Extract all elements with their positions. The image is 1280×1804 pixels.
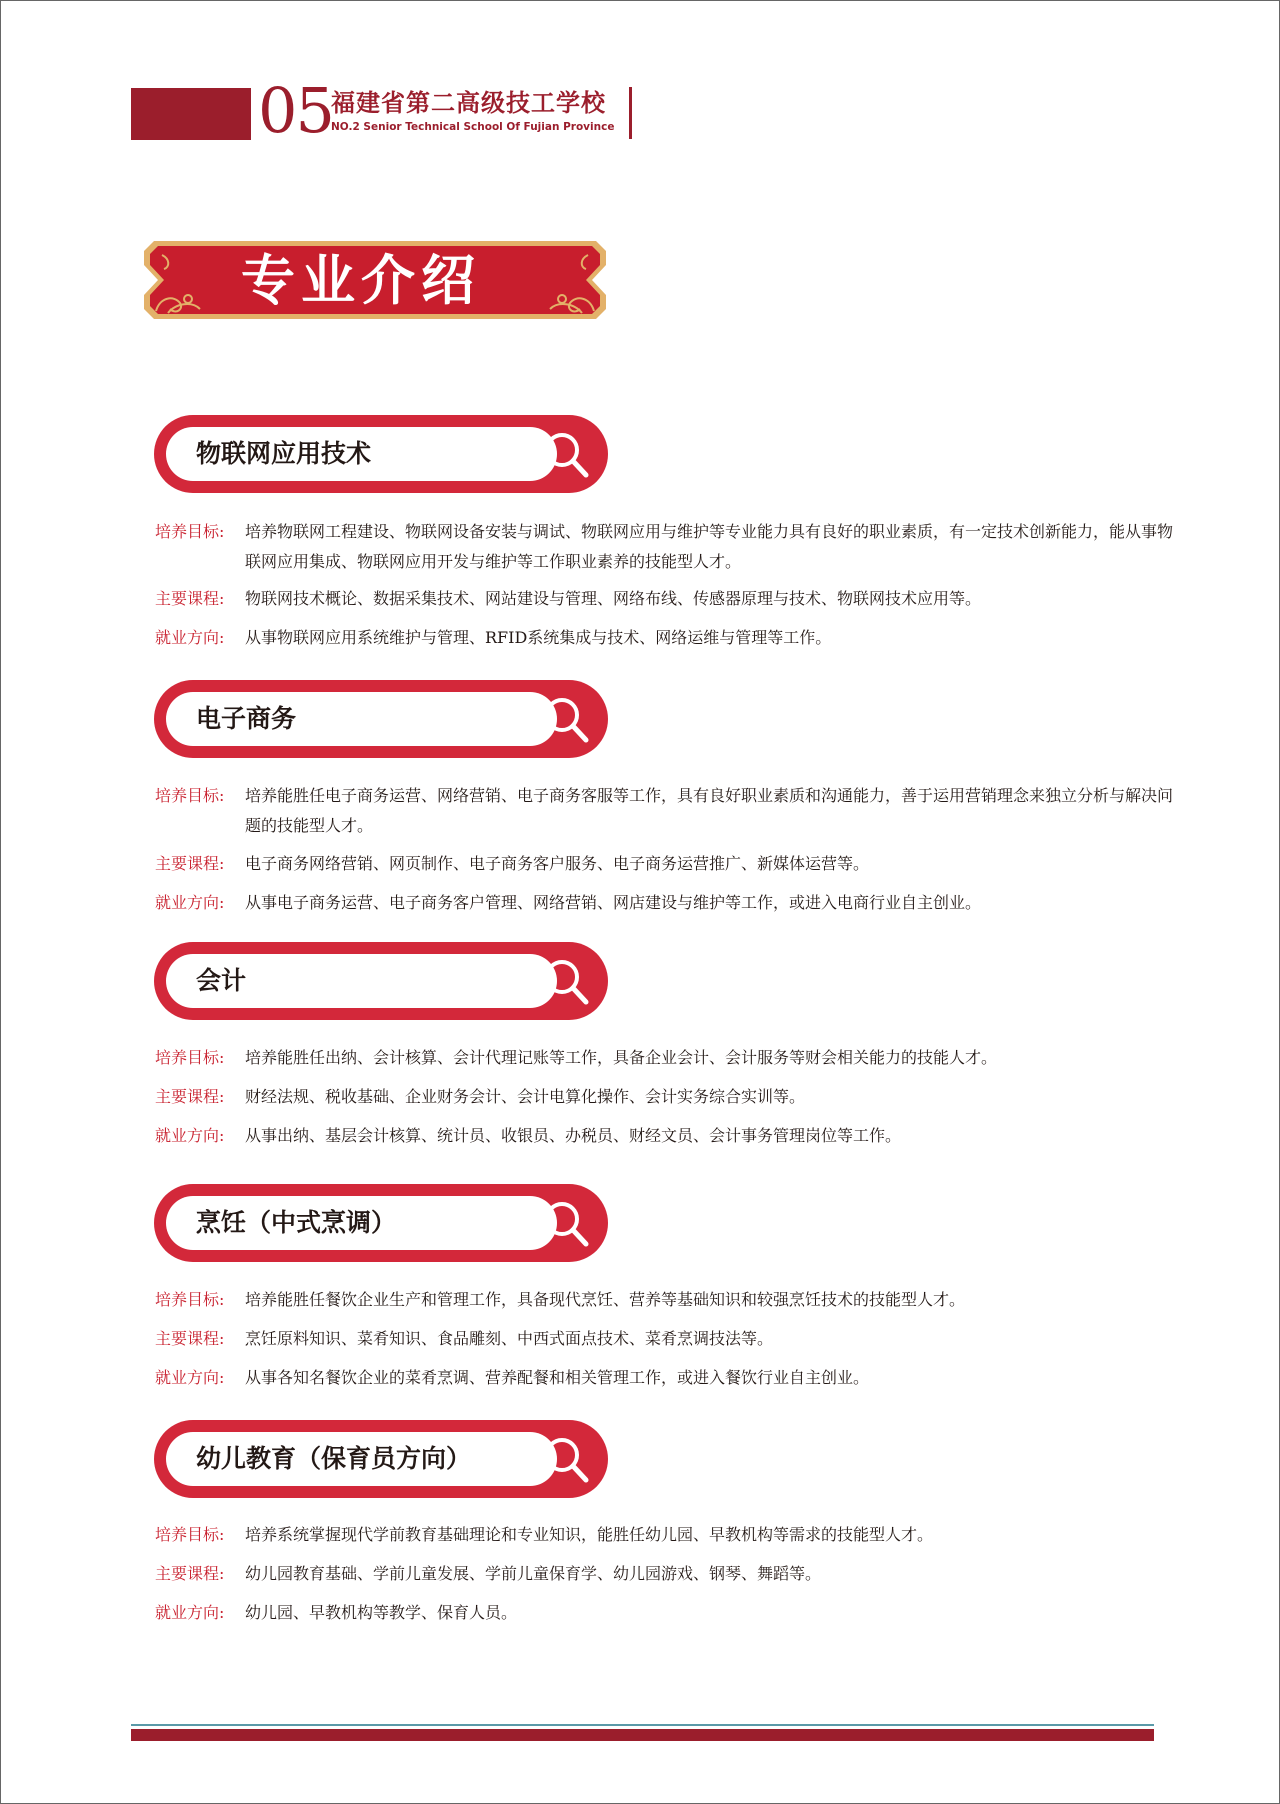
goal-row xyxy=(155,781,1175,841)
major-name: 物联网应用技术 xyxy=(196,439,372,468)
header-color-block xyxy=(131,88,251,140)
goal-label: 培养目标: xyxy=(155,1048,225,1067)
career-text: 从事电子商务运营、电子商务客户管理、网络营销、网店建设与维护等工作，或进入电商行业自主创业。 xyxy=(245,893,982,912)
courses-row xyxy=(155,1082,1175,1112)
goal-row xyxy=(155,1043,1175,1073)
career-label: 就业方向: xyxy=(155,893,225,912)
goal-text: 培养物联网工程建设、物联网设备安装与调试、物联网应用与维护等专业能力具有良好的职业素质，有一定技术创新能力，能从事物联网应用集成、物联网应用开发与维护等工作职业素养的技能型人才。 xyxy=(245,522,1174,571)
career-row xyxy=(155,1598,1175,1628)
career-text: 从事物联网应用系统维护与管理、RFID系统集成与技术、网络运维与管理等工作。 xyxy=(245,628,832,647)
courses-row xyxy=(155,584,1175,614)
career-row xyxy=(155,888,1175,918)
career-text: 从事各知名餐饮企业的菜肴烹调、营养配餐和相关管理工作，或进入餐饮行业自主创业。 xyxy=(245,1368,870,1387)
courses-label: 主要课程: xyxy=(155,589,225,608)
major-name: 烹饪（中式烹调） xyxy=(196,1208,397,1237)
courses-label: 主要课程: xyxy=(155,1564,225,1583)
goal-row xyxy=(155,1285,1175,1315)
courses-text: 幼儿园教育基础、学前儿童发展、学前儿童保育学、幼儿园游戏、钢琴、舞蹈等。 xyxy=(245,1564,822,1583)
goal-text: 培养能胜任电子商务运营、网络营销、电子商务客服等工作，具有良好职业素质和沟通能力，善于运用营销理念来独立分析与解决问题的技能型人才。 xyxy=(245,786,1174,835)
courses-label: 主要课程: xyxy=(155,1329,225,1348)
goal-label: 培养目标: xyxy=(155,522,225,541)
career-row xyxy=(155,623,1175,653)
goal-text: 培养能胜任出纳、会计核算、会计代理记账等工作，具备企业会计、会计服务等财会相关能力的技能人才。 xyxy=(245,1048,998,1067)
career-text: 从事出纳、基层会计核算、统计员、收银员、办税员、财经文员、会计事务管理岗位等工作。 xyxy=(245,1126,902,1145)
career-label: 就业方向: xyxy=(155,1368,225,1387)
header-divider xyxy=(629,87,632,139)
goal-row xyxy=(155,1520,1175,1550)
career-row xyxy=(155,1121,1175,1151)
courses-text: 财经法规、税收基础、企业财务会计、会计电算化操作、会计实务综合实训等。 xyxy=(245,1087,806,1106)
goal-label: 培养目标: xyxy=(155,1290,225,1309)
school-name-cn: 福建省第二高级技工学校 xyxy=(331,89,606,117)
courses-row xyxy=(155,1559,1175,1589)
courses-row xyxy=(155,849,1175,879)
school-name-en: NO.2 Senior Technical School Of Fujian Province xyxy=(331,121,615,133)
footer-line xyxy=(131,1724,1154,1726)
major-header-childcare xyxy=(154,1420,608,1498)
footer-bar xyxy=(131,1729,1154,1741)
career-label: 就业方向: xyxy=(155,1603,225,1622)
career-row xyxy=(155,1363,1175,1393)
major-header-cooking xyxy=(154,1184,608,1262)
courses-text: 电子商务网络营销、网页制作、电子商务客户服务、电子商务运营推广、新媒体运营等。 xyxy=(245,854,870,873)
courses-label: 主要课程: xyxy=(155,854,225,873)
courses-label: 主要课程: xyxy=(155,1087,225,1106)
career-label: 就业方向: xyxy=(155,628,225,647)
goal-label: 培养目标: xyxy=(155,1525,225,1544)
major-header-accounting xyxy=(154,942,608,1020)
goal-text: 培养系统掌握现代学前教育基础理论和专业知识，能胜任幼儿园、早教机构等需求的技能型人才。 xyxy=(245,1525,934,1544)
career-label: 就业方向: xyxy=(155,1126,225,1145)
major-header-iot xyxy=(154,415,608,493)
goal-row xyxy=(155,517,1175,577)
major-header-ecommerce xyxy=(154,680,608,758)
courses-text: 物联网技术概论、数据采集技术、网站建设与管理、网络布线、传感器原理与技术、物联网技术应用等。 xyxy=(245,589,982,608)
section-banner xyxy=(140,237,610,323)
major-name: 电子商务 xyxy=(196,704,297,733)
page-number: 05 xyxy=(258,74,333,147)
courses-row xyxy=(155,1324,1175,1354)
goal-text: 培养能胜任餐饮企业生产和管理工作，具备现代烹饪、营养等基础知识和较强烹饪技术的技能型人才。 xyxy=(245,1290,966,1309)
courses-text: 烹饪原料知识、菜肴知识、食品雕刻、中西式面点技术、菜肴烹调技法等。 xyxy=(245,1329,774,1348)
major-name: 幼儿教育（保育员方向） xyxy=(196,1444,472,1473)
goal-label: 培养目标: xyxy=(155,786,225,805)
banner-title: 专业介绍 xyxy=(241,248,481,312)
major-name: 会计 xyxy=(196,966,247,995)
career-text: 幼儿园、早教机构等教学、保育人员。 xyxy=(245,1603,518,1622)
